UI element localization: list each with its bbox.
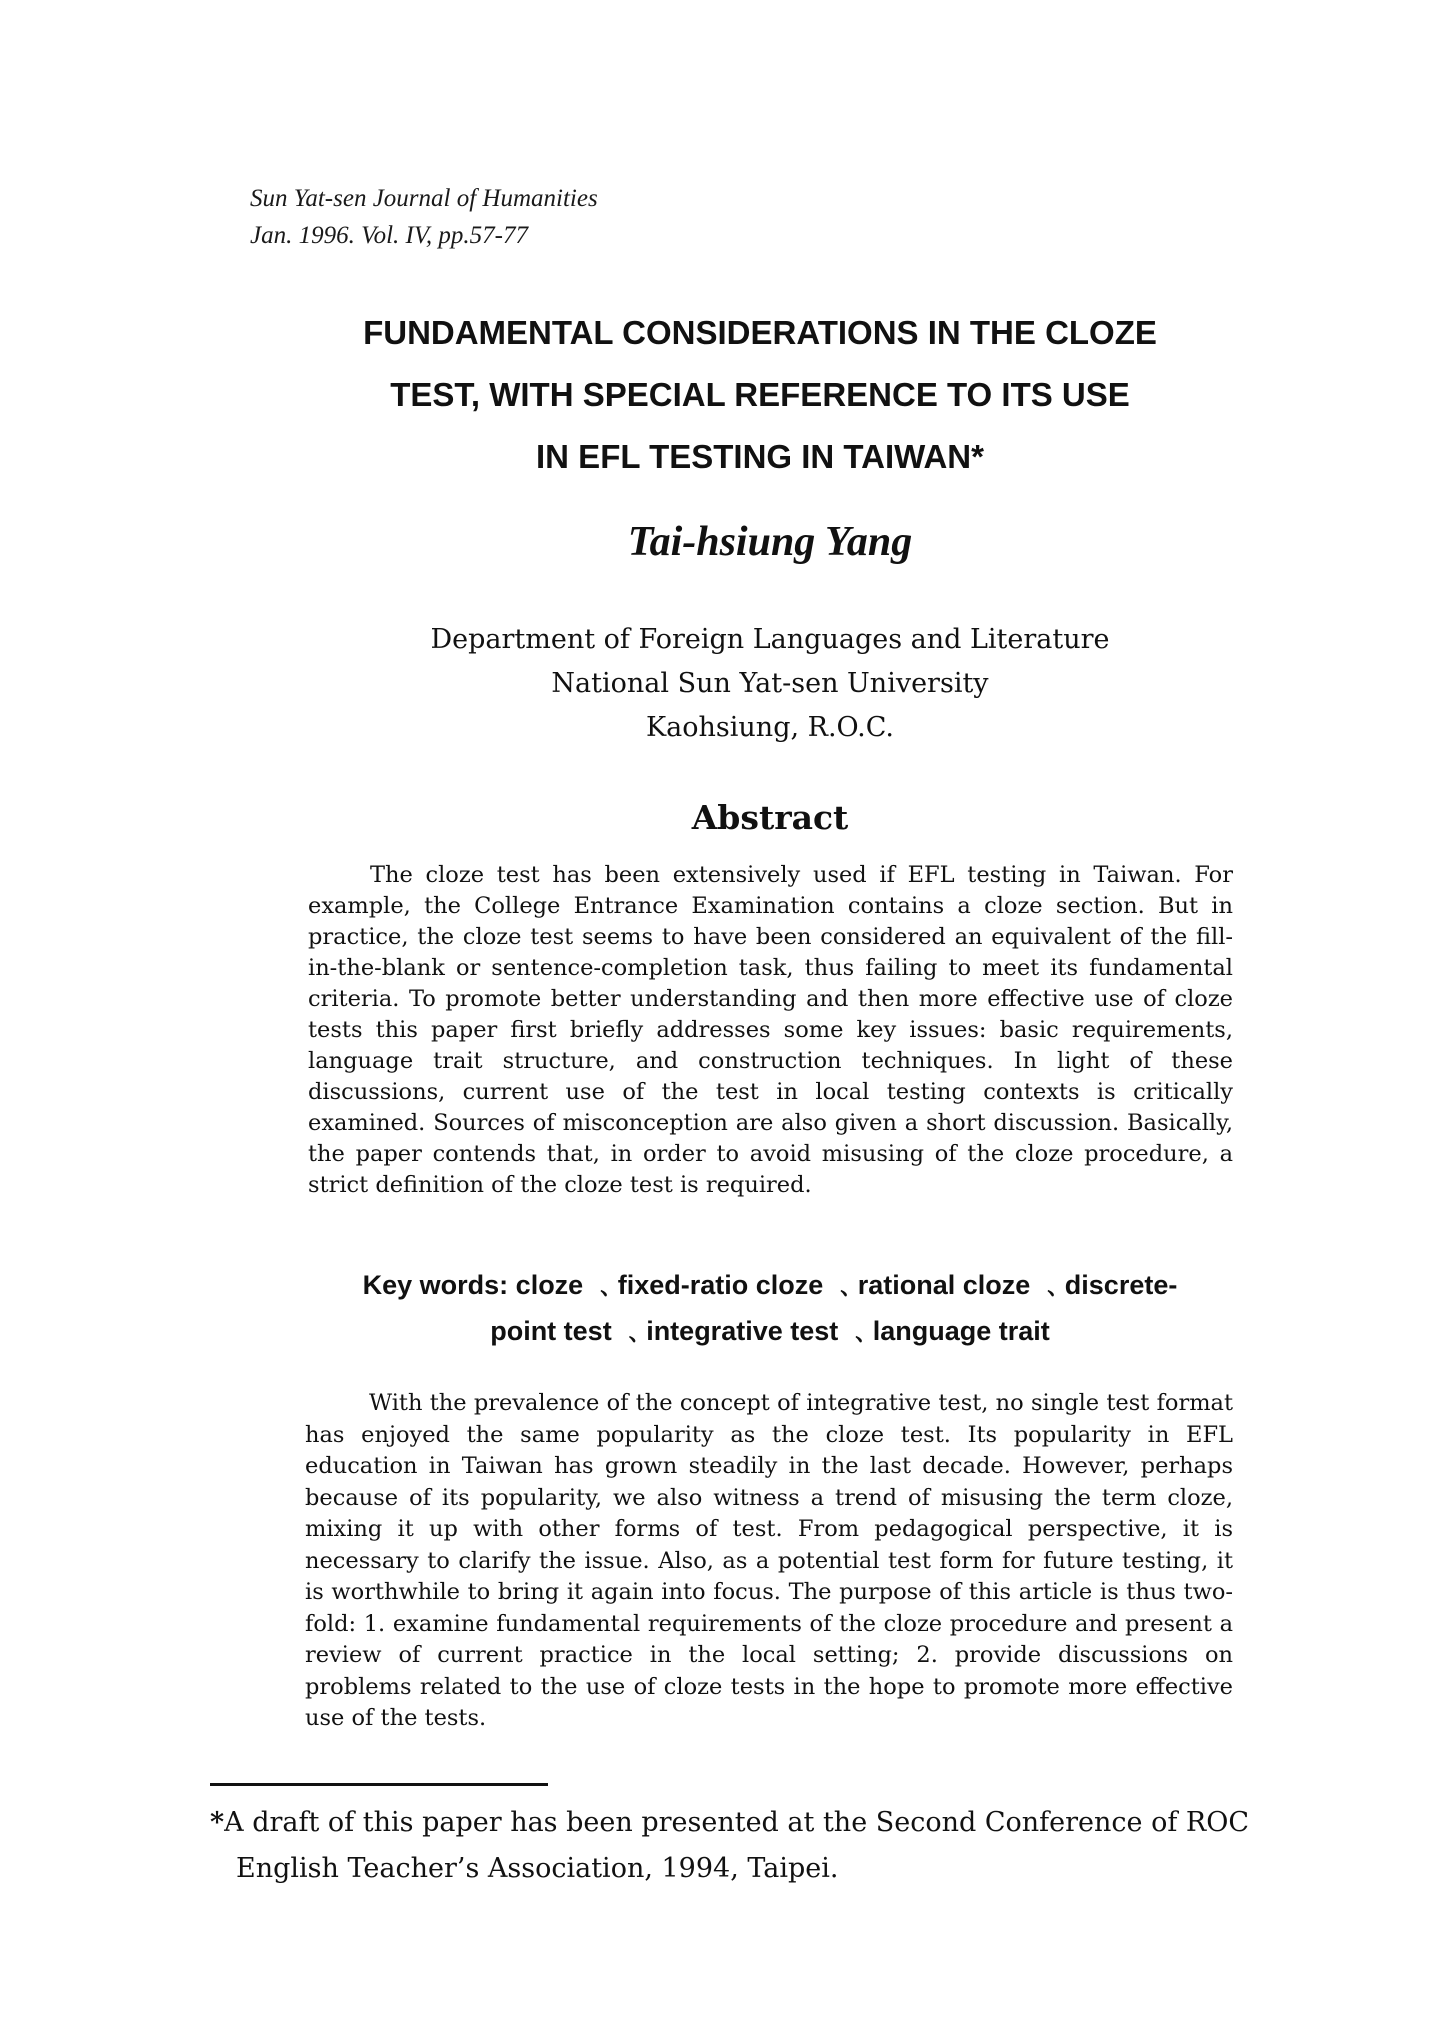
paper-title xyxy=(230,302,1290,488)
abstract-heading: Abstract xyxy=(691,798,849,837)
affiliation-university: National Sun Yat-sen University xyxy=(551,668,989,699)
affiliation-location: Kaohsiung, R.O.C. xyxy=(646,712,894,743)
journal-name: Sun Yat-sen Journal of Humanities xyxy=(250,185,598,212)
footnote-divider xyxy=(210,1783,548,1786)
footnote xyxy=(210,1800,1340,1892)
keywords-line-1: Key words: cloze ﹑fixed-ratio cloze ﹑rational cloze ﹑discrete- xyxy=(362,1270,1178,1300)
title-line-2: TEST, WITH SPECIAL REFERENCE TO ITS USE xyxy=(390,376,1130,413)
footnote-text-1: A draft of this paper has been presented at the Second Conference of ROC xyxy=(224,1807,1250,1838)
footnote-line-1 xyxy=(210,1800,1340,1846)
abstract-text: The cloze test has been extensively used if EFL testing in Taiwan. For example, the College Entrance Examination contains a cloze section. But in practice, the cloze test seems to have been considered an equivalent of the fill-in-the-blank or sentence-completion task, thus failing to meet its fundamental criteria. To promote better understanding and then more effective use of cloze tests this paper first briefly addresses some key issues: basic requirements, language trait structure, and construction techniques. In light of these discussions, current use of the test in local testing contexts is critically examined. Sources of misconception are also given a short discussion. Basically, the paper contends that, in order to avoid misusing of the cloze procedure, a strict definition of the cloze test is required. xyxy=(308,862,1233,1198)
keywords-line-2: point test ﹑integrative test ﹑language trait xyxy=(490,1316,1050,1346)
author-name: Tai-hsiung Yang xyxy=(627,519,913,565)
journal-issue: Jan. 1996. Vol. IV, pp.57-77 xyxy=(250,222,528,249)
journal-header xyxy=(250,180,598,254)
title-line-1: FUNDAMENTAL CONSIDERATIONS IN THE CLOZE xyxy=(363,314,1157,351)
affiliation-department: Department of Foreign Languages and Literature xyxy=(430,624,1110,655)
footnote-line-2: English Teacher’s Association, 1994, Taipei. xyxy=(236,1853,839,1884)
author-affiliation xyxy=(300,618,1240,750)
keywords xyxy=(300,1262,1240,1354)
title-line-3: IN EFL TESTING IN TAIWAN* xyxy=(536,438,984,475)
body-paragraph: With the prevalence of the concept of integrative test, no single test format has enjoyed the same popularity as the cloze test. Its popularity in EFL education in Taiwan has grown steadily in the last decade. However, perhaps because of its popularity, we also witness a trend of misusing the term cloze, mixing it up with other forms of test. From pedagogical perspective, it is necessary to clarify the issue. Also, as a potential test form for future testing, it is worthwhile to bring it again into focus. The purpose of this article is thus two-fold: 1. examine fundamental requirements of the cloze procedure and present a review of current practice in the local setting; 2. provide discussions on problems related to the use of cloze tests in the hope to promote more effective use of the tests. xyxy=(305,1390,1233,1731)
footnote-marker: * xyxy=(210,1807,225,1838)
